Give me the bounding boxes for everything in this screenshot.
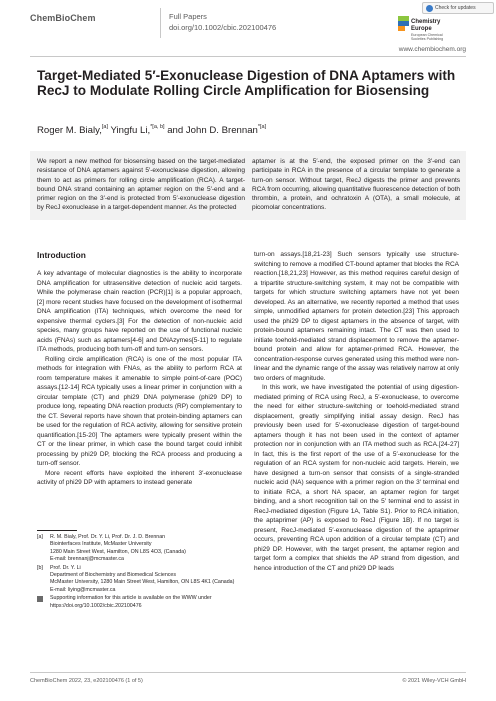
- publisher-logo[interactable]: [398, 16, 490, 40]
- abstract-left-column: We report a new method for biosensing based on the target-mediated resistance of DNA aptamers against 5′-exonuclease digestion, allowing them to act as primers for rolling circle amplification (RCA). A target-bound DNA strand containing an aptamer region on the 5′-end and a primer region on the 3′-end is protected from 5′-exonuclease digestion by RecJ exonuclease in a target-dependent manner. As the protected: [37, 158, 245, 212]
- footer-citation: ChemBioChem 2022, 23, e202100476 (1 of 5): [30, 678, 143, 684]
- footnote-text: Prof. Dr. Y. Li Department of Biochemistry and Biomedical Sciences McMaster University, 1280 Main Street West, Hamilton, ON L8S 4K1 (Canada) E-mail: liying@mcmaster.ca: [50, 564, 235, 593]
- footer-copyright: © 2021 Wiley-VCH GmbH: [402, 678, 466, 684]
- supporting-info-icon: [37, 596, 43, 602]
- check-updates-icon: [426, 5, 433, 12]
- body-paragraph: Rolling circle amplification (RCA) is one of the most popular ITA methods for integration with FNAs, as the ability to perform RCA at room temperature makes it amenable to simple point-of-care (POC) assays.[12-14] RCA typically uses a linear primer in conjunction with a circular template (CT) and phi29 DNA polymerase (phi29 DP) to produce long, repeating DNA reaction products (RP) complementary to the CT. Several reports have shown that protein-binding aptamers can be used for the regulation of RCA activity, allowing for sensitive protein quantification.[15-20] The aptamers were typically present within the CT or the linear primer, in which case the bound target could inhibit processing by phi29 DP, blocking the RCA process and producing a turn-off sensor.: [37, 355, 242, 467]
- article-title: Target-Mediated 5′-Exonuclease Digestion of DNA Aptamers with RecJ to Modulate Rolling Circle Amplification for Biosensing: [37, 68, 456, 99]
- author-affiliation: *[a]: [257, 124, 267, 130]
- journal-website-link[interactable]: www.chembiochem.org: [398, 46, 466, 53]
- publisher-name: [411, 19, 440, 33]
- body-paragraph: turn-on assays.[18,21-23] Such sensors typically use structure-switching to remove a modified CT-bound aptamer that blocks the RCA reaction.[18,21,23] However, as this method requires careful design of a tripartite structure-switching system, it may not be compatible with targets for which structure switching aptamers have not yet been developed. As an alternative, we recently reported a method that uses simple, unmodified aptamers for protein detection.[23] This approach used the phi29 DP to digest aptamers in the absence of target, with protein-bound aptamers remaining intact. The CT was then used to initiate toehold-mediated strand displacement to remove the aptamer-bound protein and allow for aptamer-primed RCA. However, the concentration-response curves generated using this method were non-linear and the dynamic range of the assay was relatively narrow at only two orders of magnitude.: [254, 251, 459, 382]
- page-header: [0, 0, 496, 40]
- introduction-heading: Introduction: [37, 250, 86, 260]
- check-updates-label: Check for updates: [435, 5, 476, 11]
- author-name[interactable]: Yingfu Li,: [110, 125, 151, 136]
- chemistry-europe-logo-icon: [398, 16, 409, 31]
- author-affiliation: [a]: [101, 124, 108, 130]
- header-rule: [30, 56, 466, 57]
- footnote-affiliation-a: [37, 534, 242, 564]
- abstract-box: [30, 151, 466, 220]
- body-left-column: [37, 250, 242, 488]
- footnote-mark: [b]: [37, 564, 43, 571]
- publisher-name-line1: Chemistry: [411, 19, 441, 25]
- author-list: [37, 125, 266, 136]
- author-affiliation: *[a, b]: [150, 124, 165, 130]
- journal-name[interactable]: ChemBioChem: [30, 13, 96, 23]
- author-name[interactable]: and John D. Brennan: [167, 125, 258, 136]
- page-footer: [30, 672, 466, 686]
- footnotes: [37, 534, 242, 611]
- article-type: Full Papers: [169, 12, 207, 21]
- footnote-mark: [a]: [37, 534, 43, 540]
- footnote-rule: [37, 530, 77, 531]
- header-divider: [160, 8, 161, 38]
- publisher-name-line2: Europe: [411, 26, 432, 32]
- footnote-affiliation-b: [37, 565, 242, 595]
- body-paragraph: More recent efforts have exploited the inherent 3′-exonuclease activity of phi29 DP with aptamers to instead generate: [37, 469, 242, 486]
- publisher-sub-line2: Societies Publishing: [411, 37, 444, 42]
- body-right-column: [254, 250, 459, 573]
- check-for-updates-button[interactable]: [422, 2, 494, 14]
- body-paragraph: In this work, we have investigated the potential of using digestion-mediated priming of RCA using RecJ, a 5′-exonuclease, to overcome the need for either structure-switching or toehold-mediated strand displacement, greatly simplifying initial assay design. RecJ has previously been used for 5′-exonuclease digestion of target-bound aptamers though it has not been used in the context of aptamer protection nor in conjunction with an ITA method such as RCA.[24-27] In fact, this is the first report of the use of a 5′-exonuclease for the regulation of an RCA system for non-nucleic acid targets. Herein, we have designed a turn-on sensor that consists of a single-stranded nucleic acid (NA) sequence with a primer region on the 3′ terminal end to initiate RCA, a short NA spacer, an aptamer region for target binding, and a short recognition tail on the 5′ terminal end to assist in RecJ-mediated digestion (Figure 1A, Table S1). Prior to RCA initiation, the aptaprimer (AP) is exposed to RecJ (Figure 1B). If no target is present, RecJ-mediated 5′-exonuclease digestion of the aptaprimer occurs, preventing RCA upon addition of a circular template (CT) and phi29 DP. However, with the target present, the aptamer region and target form a complex that shields the AP strand from digestion, and hence introduction of the CT and phi29 DP leads: [254, 384, 459, 572]
- author-name[interactable]: Roger M. Bialy,: [37, 125, 102, 136]
- body-paragraph: A key advantage of molecular diagnostics is the ability to incorporate DNA amplification for ultrasensitive detection of nucleic acid targets. While the polymerase chain reaction (PCR)[1] is a popular approach,[2] more recent studies have focused on the development of isothermal DNA amplification (ITA) techniques, which overcome the need for expensive thermal cyclers.[3] For the detection of non-nucleic acid species, many groups have reported on the use of functional nucleic acids (FNAs) such as aptamers[4-6] and DNAzymes[5-11] to regulate ITA methods, producing both turn-off and turn-on sensors.: [37, 270, 242, 353]
- publisher-subtitle: [411, 33, 443, 41]
- article-doi-link[interactable]: doi.org/10.1002/cbic.202100476: [169, 23, 277, 32]
- supporting-info-link[interactable]: Supporting information for this article is available on the WWW under https://doi.org/10.1002/cbic.202100476: [50, 595, 212, 609]
- footnote-supporting-info: [37, 595, 242, 610]
- abstract-right-column: aptamer is at the 5′-end, the exposed primer on the 3′-end can participate in RCA in the presence of a circular template to generate a turn-on sensor. Without target, RecJ digests the primer and prevents RCA from occurring, allowing quantitative fluorescence detection of both thrombin, a protein, and ochratoxin A (OTA), a small molecule, at picomolar concentrations.: [252, 158, 460, 212]
- publisher-sub-line1: European Chemical: [411, 33, 443, 37]
- footnote-text: R. M. Bialy, Prof. Dr. Y. Li, Prof. Dr. J. D. Brennan Biointerfaces Institute, McMaster University 1280 Main Street West, Hamilton, ON L8S 4O3, (Canada) E-mail: brennanj@mcmaster.ca: [50, 534, 186, 563]
